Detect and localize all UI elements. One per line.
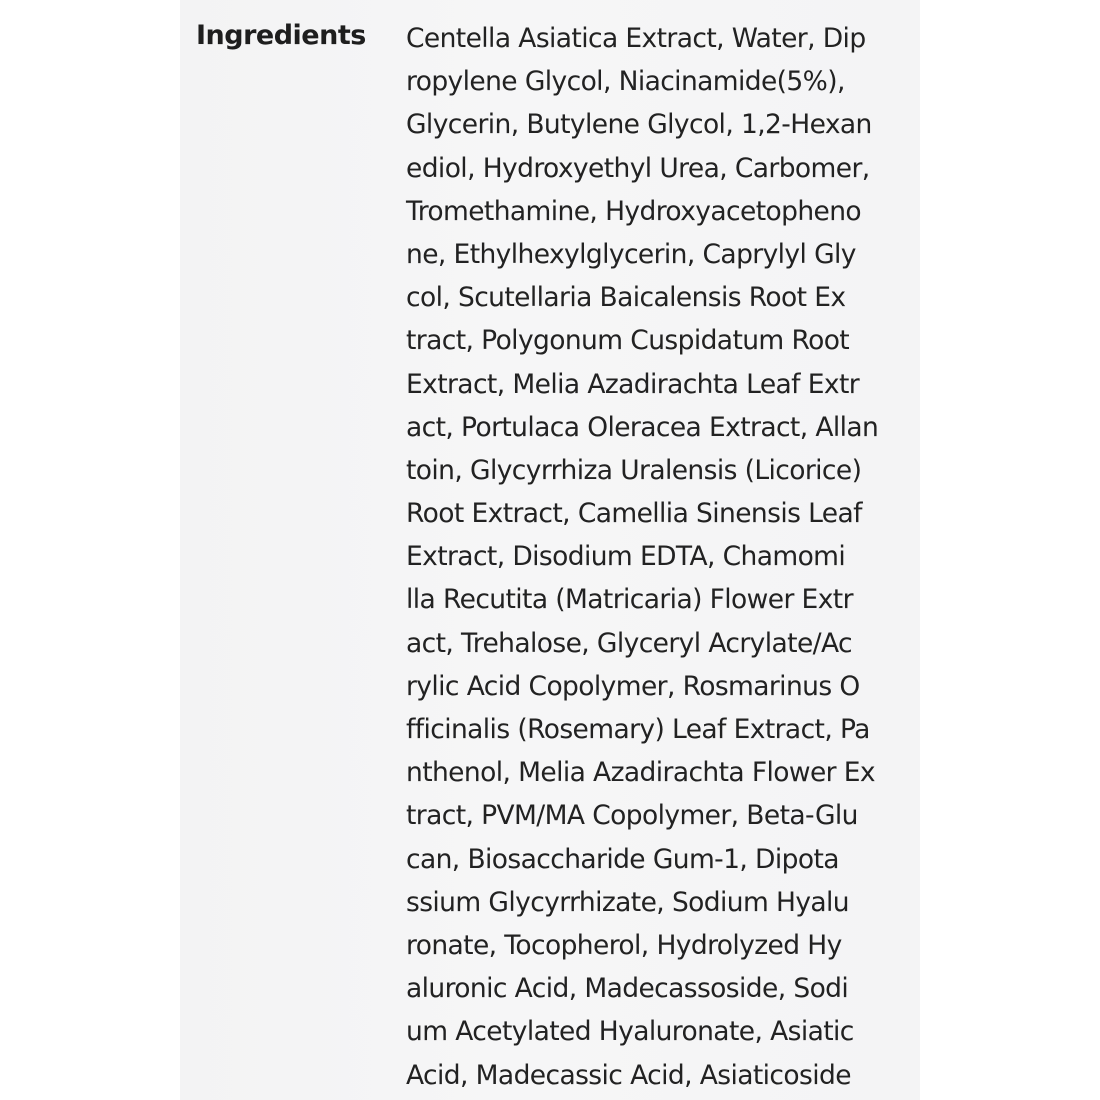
ingredient-line: ssium Glycyrrhizate, Sodium Hyalu xyxy=(406,886,850,918)
ingredient-line: can, Biosaccharide Gum-1, Dipota xyxy=(406,843,839,875)
ingredient-line: act, Trehalose, Glyceryl Acrylate/Ac xyxy=(406,627,853,659)
ingredient-line: um Acetylated Hyaluronate, Asiatic xyxy=(406,1016,854,1048)
ingredient-line: Acid, Madecassic Acid, Asiaticoside xyxy=(406,1059,851,1091)
ingredient-line: act, Portulaca Oleracea Extract, Allan xyxy=(406,411,879,443)
ingredient-line: Extract, Disodium EDTA, Chamomi xyxy=(406,541,846,573)
ingredient-line: tract, PVM/MA Copolymer, Beta-Glu xyxy=(406,800,858,832)
ingredient-list xyxy=(406,17,878,1097)
ingredient-line: Root Extract, Camellia Sinensis Leaf xyxy=(406,498,862,530)
ingredient-line: lla Recutita (Matricaria) Flower Extr xyxy=(406,584,853,616)
ingredient-line: tract, Polygonum Cuspidatum Root xyxy=(406,325,850,357)
ingredient-line: Centella Asiatica Extract, Water, Dip xyxy=(406,23,866,54)
ingredient-line: Glycerin, Butylene Glycol, 1,2-Hexan xyxy=(406,109,872,141)
ingredient-line: ronate, Tocopherol, Hydrolyzed Hy xyxy=(406,929,842,961)
ingredient-line: ropylene Glycol, Niacinamide(5%), xyxy=(406,66,845,98)
ingredient-line: Extract, Melia Azadirachta Leaf Extr xyxy=(406,368,860,400)
ingredient-line: nthenol, Melia Azadirachta Flower Ex xyxy=(406,757,876,789)
ingredient-line: ediol, Hydroxyethyl Urea, Carbomer, xyxy=(406,152,870,184)
ingredient-line: aluronic Acid, Madecassoside, Sodi xyxy=(406,973,849,1005)
ingredient-line: ne, Ethylhexylglycerin, Caprylyl Gly xyxy=(406,238,856,270)
ingredient-line: fficinalis (Rosemary) Leaf Extract, Pa xyxy=(406,714,870,745)
ingredient-line: toin, Glycyrrhiza Uralensis (Licorice) xyxy=(406,454,862,486)
ingredient-line: col, Scutellaria Baicalensis Root Ex xyxy=(406,282,846,314)
ingredient-line: rylic Acid Copolymer, Rosmarinus O xyxy=(406,670,860,702)
ingredients-heading: Ingredients xyxy=(196,20,366,51)
ingredient-line: Tromethamine, Hydroxyacetopheno xyxy=(406,195,862,227)
